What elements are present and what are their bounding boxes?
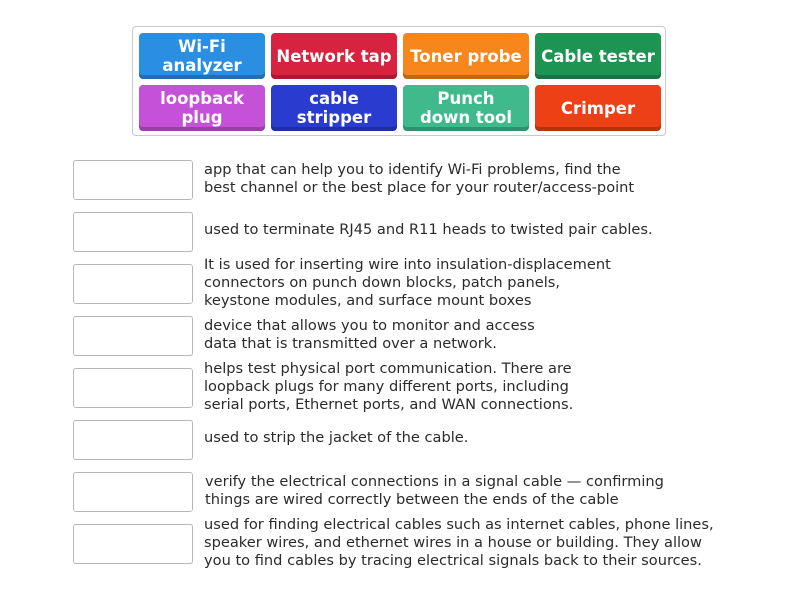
- tile-wifi-analyzer[interactable]: Wi-Fi analyzer: [139, 33, 265, 79]
- description-3: It is used for inserting wire into insulation-displacement connectors on punch down blocks, patch panels, keystone modules, and surface mount boxes: [204, 256, 611, 309]
- answer-slot-4[interactable]: [73, 316, 193, 356]
- tile-network-tap[interactable]: Network tap: [271, 33, 397, 79]
- answer-slot-8[interactable]: [73, 524, 193, 564]
- answer-slot-2[interactable]: [73, 212, 193, 252]
- description-8: used for finding electrical cables such as internet cables, phone lines, speaker wires, and ethernet wires in a house or building. They allow you to find cables by tracing electrical signals back to their sources.: [204, 516, 714, 569]
- tile-loopback-plug[interactable]: loopback plug: [139, 85, 265, 131]
- tile-cable-tester[interactable]: Cable tester: [535, 33, 661, 79]
- tile-toner-probe[interactable]: Toner probe: [403, 33, 529, 79]
- tile-crimper[interactable]: Crimper: [535, 85, 661, 131]
- description-1: app that can help you to identify Wi-Fi problems, find the best channel or the best place for your router/access-point: [204, 161, 635, 196]
- tile-cable-stripper[interactable]: cable stripper: [271, 85, 397, 131]
- answer-slot-7[interactable]: [73, 472, 193, 512]
- answer-slot-1[interactable]: [73, 160, 193, 200]
- description-2: used to terminate RJ45 and R11 heads to twisted pair cables.: [204, 221, 653, 238]
- answer-slot-5[interactable]: [73, 368, 193, 408]
- answer-tile-panel: [132, 26, 666, 136]
- description-4: device that allows you to monitor and access data that is transmitted over a network.: [204, 317, 535, 352]
- description-6: used to strip the jacket of the cable.: [204, 429, 469, 446]
- answer-slot-3[interactable]: [73, 264, 193, 304]
- tile-punch-down-tool[interactable]: Punch down tool: [403, 85, 529, 131]
- description-5: helps test physical port communication. There are loopback plugs for many different ports, including serial ports, Ethernet ports, and WAN connections.: [204, 360, 574, 413]
- description-7: verify the electrical connections in a signal cable — confirming things are wired correctly between the ends of the cable: [205, 473, 664, 508]
- answer-slot-6[interactable]: [73, 420, 193, 460]
